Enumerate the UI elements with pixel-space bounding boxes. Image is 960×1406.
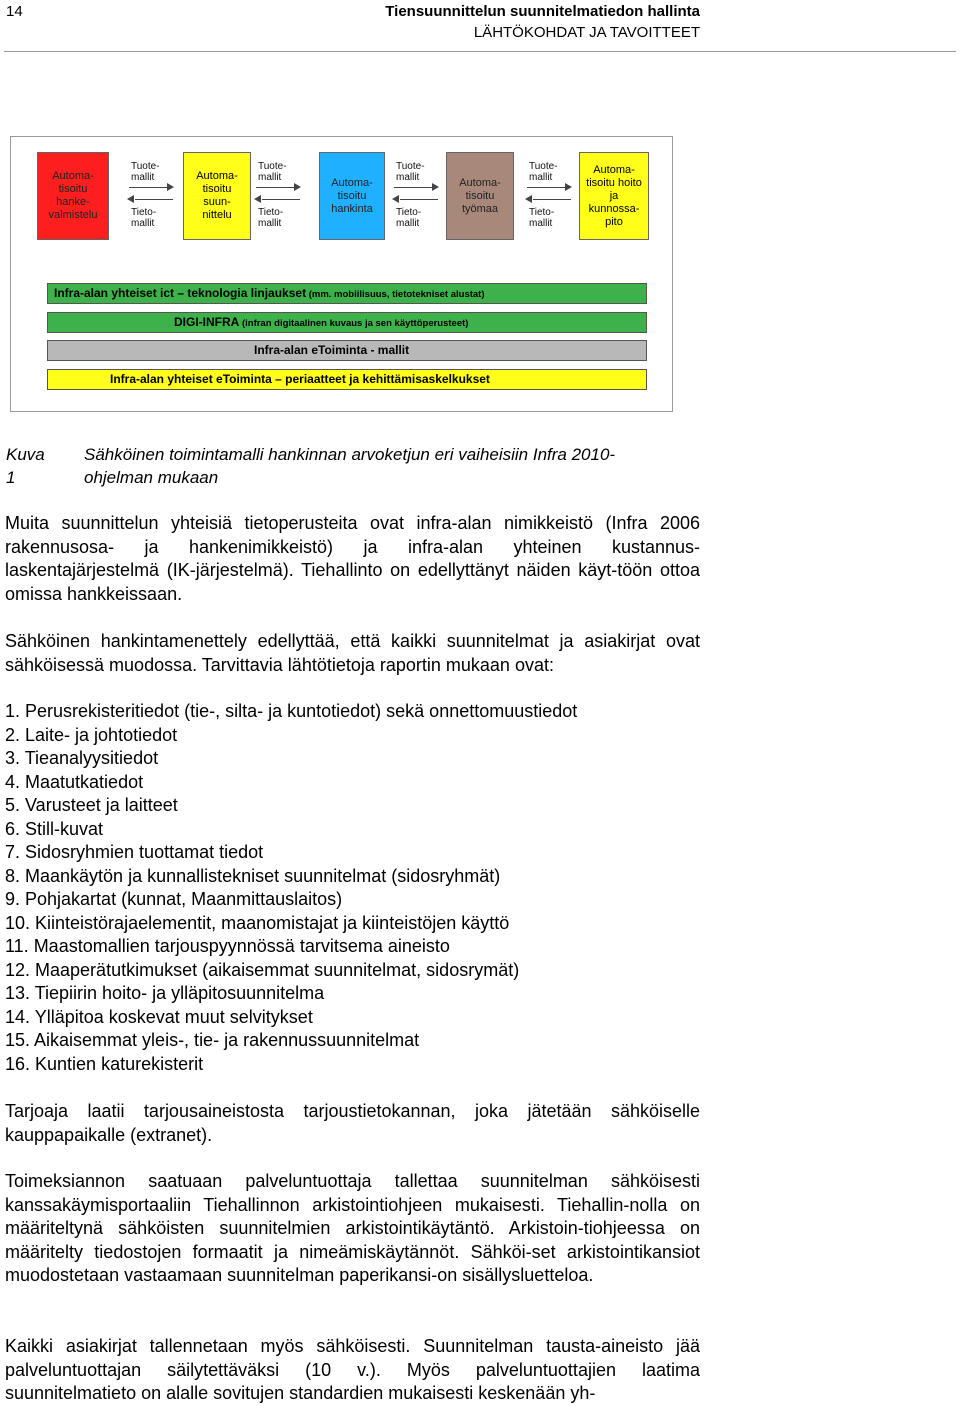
info-label — [529, 207, 554, 229]
phase-label-line: suun- — [203, 196, 231, 208]
info-label-line: Tieto- — [131, 207, 157, 218]
info-label-line: mallit — [529, 172, 553, 183]
info-label-line: mallit — [396, 172, 420, 183]
bar-sub-label: (infran digitaalinen kuvaus ja sen käyttöperusteet) — [239, 318, 469, 329]
phase-label-line: hankinta — [331, 202, 373, 215]
phase-box — [446, 152, 514, 240]
phase-label-line: Automa- — [331, 176, 373, 189]
header-rule — [4, 51, 956, 52]
paragraph-4: Toimeksiannon saatuaan palveluntuottaja tallettaa suunnitelman sähköisesti kanssakäymisportaaliin Tiehallinnon arkistointiohjeen mukaisesti. Tiehallin-nolla on määriteltynä sähköisten suunnitelmien arkistointikäytäntö. Arkistoin-tiohjeessa on määritelty tiedostojen formaatit ja nimeämiskäytännöt. Sähköi-set arkistointikansiot muodostetaan vastaamaan suunnitelman paperikansi-on sisällysluetteloa. — [5, 1171, 700, 1285]
bar-main-label: Infra-alan eToiminta - mallit — [254, 343, 410, 357]
info-label-line: mallit — [529, 218, 553, 229]
phase-label-line: tisoitu — [465, 189, 495, 202]
list-item: 16. Kuntien katurekisterit — [5, 1053, 204, 1074]
paragraph-1: Muita suunnittelun yhteisiä tietoperusteita ovat infra-alan nimikkeistö (Infra 2006 rakennusosa- ja hankenimikkeistö) ja infra-alan yhteinen kustannus-laskentajärjestelmä (IK-järjestelmä). Tiehallinto on edellyttänyt näiden käyt-töön ottoa omissa hankkeissaan. — [5, 513, 700, 604]
arrow-line — [256, 187, 294, 188]
phase-label-line: Automa- — [459, 176, 501, 189]
phase-box — [183, 152, 251, 240]
page-header — [0, 0, 960, 52]
value-chain-figure — [10, 136, 673, 412]
phase-label-line: tisoitu — [337, 189, 367, 202]
phase-label-line: Automa- — [593, 163, 635, 176]
info-label — [258, 207, 283, 229]
list-item: 5. Varusteet ja laitteet — [5, 795, 178, 815]
framework-bar — [47, 312, 647, 333]
caption-text: Sähköinen toimintamalli hankinnan arvoketjun eri vaiheisiin Infra 2010-ohjelman mukaan — [84, 445, 616, 487]
phase-label-line: valmistelu — [48, 209, 98, 221]
phase-box — [579, 152, 649, 240]
list-item: 15. Aikaisemmat yleis-, tie- ja rakennussuunnitelmat — [5, 1030, 420, 1050]
arrow-left-icon — [254, 195, 261, 203]
arrow-line — [394, 187, 432, 188]
phase-label-line: tisoitu — [202, 183, 232, 195]
info-label-line: mallit — [131, 172, 155, 183]
info-label-line: Tieto- — [396, 207, 422, 218]
paragraph-5: Kaikki asiakirjat tallennetaan myös sähköisesti. Suunnitelman tausta-aineisto jää palveluntuottajan säilytettäväksi (10 v.). Myös palveluntuottajien laatima suunnitelmatieto on alalle sovitujen standardien mukaisesti keskenään yh- — [5, 1336, 700, 1403]
list-item: 8. Maankäytön ja kunnallistekniset suunnitelmat (sidosryhmät) — [5, 865, 501, 886]
phase-box — [37, 152, 109, 240]
phase-label-line: nittelu — [202, 209, 232, 221]
page-number: 14 — [6, 3, 23, 20]
phase-label-line: hanke- — [56, 196, 90, 208]
framework-bar — [47, 369, 647, 390]
arrow-line — [533, 199, 571, 200]
info-label — [529, 161, 558, 183]
framework-bar — [47, 340, 647, 361]
header-title: Tiensuunnittelun suunnitelmatiedon hallinta — [385, 3, 700, 20]
info-label — [258, 161, 287, 183]
info-label — [131, 161, 160, 183]
header-subtitle: LÄHTÖKOHDAT JA TAVOITTEET — [473, 24, 700, 41]
list-item: 12. Maaperätutkimukset (aikaisemmat suunnitelmat, sidosrymät) — [5, 959, 520, 980]
arrow-line — [527, 187, 565, 188]
info-label-line: mallit — [396, 218, 420, 229]
arrow-line — [262, 199, 300, 200]
phase-label-line: tisoitu — [58, 183, 88, 195]
list-item: 11. Maastomallien tarjouspyynnössä tarvitsema aineisto — [5, 936, 450, 956]
bar-main-label: Infra-alan yhteiset ict – teknologia linjaukset — [54, 286, 307, 300]
phase-label-line: kunnossa- — [588, 202, 640, 215]
phase-label-line: Automa- — [52, 170, 94, 182]
phase-label-line: tisoitu hoito — [586, 176, 642, 189]
list-item: 1. Perusrekisteritiedot (tie-, silta- ja kuntotiedot) sekä onnettomuustiedot — [5, 701, 578, 721]
paragraph-2: Sähköinen hankintamenettely edellyttää, että kaikki suunnitelmat ja asiakirjat ovat sähköisessä muodossa. Tarvittavia lähtötietoja raportin mukaan ovat: — [5, 631, 700, 675]
framework-bar — [47, 283, 647, 304]
phase-label-line: työmaa — [461, 202, 499, 215]
info-label-line: Tuote- — [529, 161, 558, 172]
paragraph-3: Tarjoaja laatii tarjousaineistosta tarjoustietokannan, joka jätetään sähköiselle kauppapaikalle (extranet). — [5, 1101, 700, 1145]
info-label — [396, 161, 425, 183]
bar-main-label: Infra-alan yhteiset eToiminta – periaatteet ja kehittämisaskelkukset — [110, 372, 490, 386]
arrow-line — [129, 187, 167, 188]
list-item: 14. Ylläpitoa koskevat muut selvitykset — [5, 1006, 313, 1027]
arrow-right-icon — [432, 183, 439, 191]
arrow-right-icon — [565, 183, 572, 191]
phase-label-line: pito — [605, 215, 623, 228]
info-label-line: mallit — [258, 172, 282, 183]
info-label-line: mallit — [131, 218, 155, 229]
bar-sub-label: (mm. mobiilisuus, tietotekniset alustat) — [306, 289, 485, 300]
phase-box — [319, 152, 385, 240]
arrow-line — [400, 199, 438, 200]
arrow-left-icon — [392, 195, 399, 203]
arrow-right-icon — [294, 183, 301, 191]
info-label-line: Tuote- — [131, 161, 160, 172]
list-item: 2. Laite- ja johtotiedot — [5, 724, 178, 745]
list-item: 9. Pohjakartat (kunnat, Maanmittauslaitos) — [5, 889, 343, 909]
phase-label-line: Automa- — [196, 170, 238, 182]
list-item: 4. Maatutkatiedot — [5, 771, 144, 792]
requirements-list — [5, 700, 577, 1076]
info-label-line: Tieto- — [529, 207, 555, 218]
arrow-left-icon — [525, 195, 532, 203]
list-item: 3. Tieanalyysitiedot — [5, 748, 159, 768]
list-item: 13. Tiepiirin hoito- ja ylläpitosuunnitelma — [5, 983, 325, 1003]
list-item: 6. Still-kuvat — [5, 818, 104, 839]
info-label-line: mallit — [258, 218, 282, 229]
list-item: 7. Sidosryhmien tuottamat tiedot — [5, 842, 264, 862]
info-label — [131, 207, 156, 229]
phase-label-line: ja — [609, 189, 619, 202]
arrow-right-icon — [167, 183, 174, 191]
caption-label: Kuva 1 — [6, 445, 45, 487]
arrow-line — [135, 199, 173, 200]
info-label-line: Tuote- — [396, 161, 425, 172]
info-label-line: Tieto- — [258, 207, 284, 218]
info-label-line: Tuote- — [258, 161, 287, 172]
list-item: 10. Kiinteistörajaelementit, maanomistajat ja kiinteistöjen käyttö — [5, 912, 510, 933]
bar-main-label: DIGI-INFRA — [174, 315, 240, 329]
info-label — [396, 207, 421, 229]
arrow-left-icon — [127, 195, 134, 203]
